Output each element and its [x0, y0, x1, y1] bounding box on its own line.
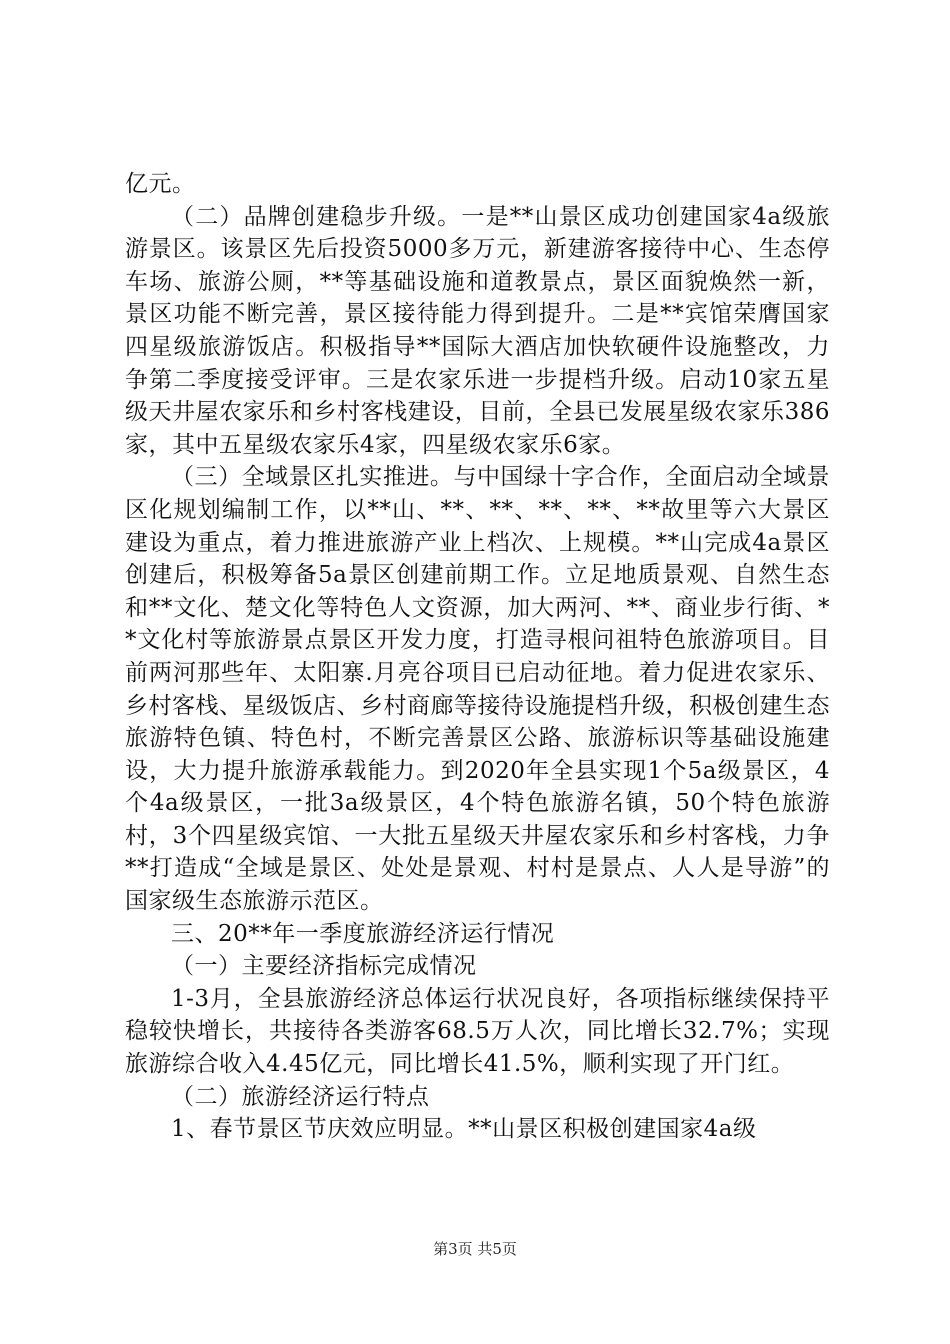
paragraph: 1、春节景区节庆效应明显。**山景区积极创建国家4a级	[171, 1116, 757, 1143]
paragraph: 亿元。	[125, 171, 196, 197]
document-body	[125, 168, 830, 1146]
section-heading: 三、20**年一季度旅游经济运行情况	[171, 920, 555, 947]
paragraph: 1-3月，全县旅游经济总体运行状况良好，各项指标继续保持平稳较快增长，共接待各类游客68.5万人次，同比增长32.7%；实现旅游综合收入4.45亿元，同比增长41.5%，顺利实现了开门红。	[125, 985, 830, 1078]
subsection-heading: （一）主要经济指标完成情况	[171, 953, 477, 980]
paragraph: （二）品牌创建稳步升级。一是**山景区成功创建国家4a级旅游景区。该景区先后投资5000多万元，新建游客接待中心、生态停车场、旅游公厕，**等基础设施和道教景点，景区面貌焕然一新，景区功能不断完善，景区接待能力得到提升。二是**宾馆荣膺国家四星级旅游饭店。积极指导**国际大酒店加快软硬件设施整改，力争第二季度接受评审。三是农家乐进一步提档升级。启动10家五星级天井屋农家乐和乡村客栈建设，目前，全县已发展星级农家乐386家，其中五星级农家乐4家，四星级农家乐6家。	[125, 203, 830, 458]
subsection-heading: （二）旅游经济运行特点	[171, 1083, 430, 1110]
paragraph: （三）全域景区扎实推进。与中国绿十字合作，全面启动全域景区化规划编制工作，以**山、**、**、**、**、**故里等六大景区建设为重点，着力推进旅游产业上档次、上规模。**山完成4a景区创建后，积极筹备5a景区创建前期工作。立足地质景观、自然生态和**文化、楚文化等特色人文资源，加大两河、**、商业步行街、**文化村等旅游景点景区开发力度，打造寻根问祖特色旅游项目。目前两河那些年、太阳寨.月亮谷项目已启动征地。着力促进农家乐、乡村客栈、星级饭店、乡村商廊等接待设施提档升级，积极创建生态旅游特色镇、特色村，不断完善景区公路、旅游标识等基础设施建设，大力提升旅游承载能力。到2020年全县实现1个5a级景区，4个4a级景区，一批3a级景区，4个特色旅游名镇，50个特色旅游村，3个四星级宾馆、一大批五星级天井屋农家乐和乡村客栈，力争**打造成“全域是景区、处处是景观、村村是景点、人人是导游”的国家级生态旅游示范区。	[125, 464, 830, 915]
page-number-footer: 第3页 共5页	[433, 1240, 517, 1258]
